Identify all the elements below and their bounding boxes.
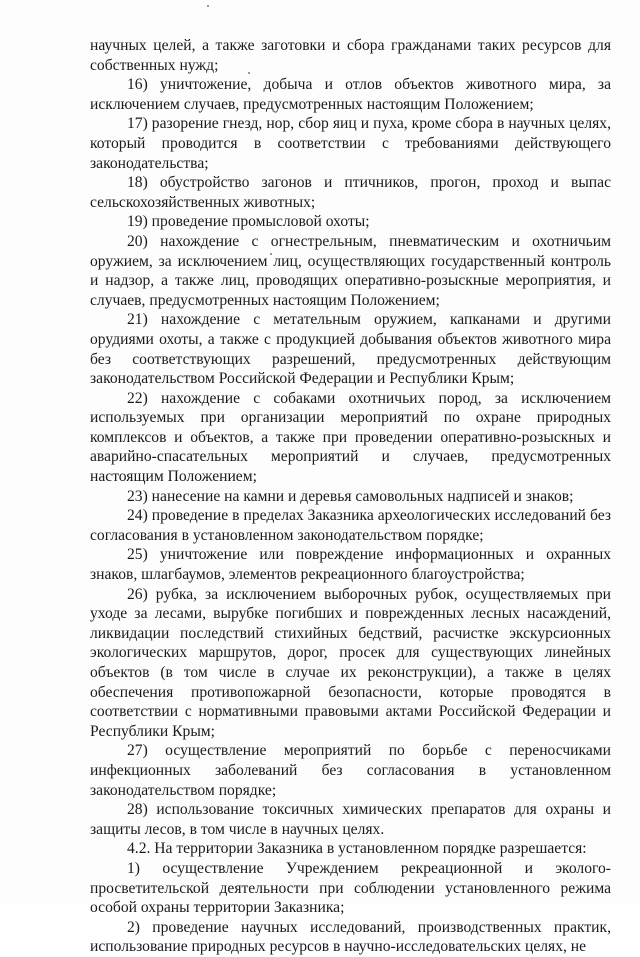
- scan-speck: [207, 5, 209, 7]
- clause-26: 26) рубка, за исключением выборочных рубок, осуществляемых при уходе за лесами, вырубке погибших и поврежденных лесных насаждений, ликвидации последствий стихийных бедствий, расчистке экскурсионных экологических маршрутов, дорог, просек для существующих линейных объектов (в том числе в случае их реконструкции), а также в целях обеспечения противопожарной безопасности, которые проводятся в соответствии с нормативными правовыми актами Российской Федерации и Республики Крым;: [90, 585, 611, 740]
- section-4-2: 4.2. На территории Заказника в установленном порядке разрешается:: [127, 840, 587, 858]
- clause-25: 25) уничтожение или повреждение информационных и охранных знаков, шлагбаумов, элементов рекреационного благоустройства;: [90, 546, 611, 584]
- clause-18: 18) обустройство загонов и птичников, прогон, проход и выпас сельскохозяйственных животных;: [90, 174, 611, 211]
- paragraph-continuation: научных целей, а также заготовки и сбора гражданами таких ресурсов для собственных нужд;: [90, 37, 611, 74]
- clause-19: 19) проведение промысловой охоты;: [127, 213, 370, 231]
- clause-22: 22) нахождение с собаками охотничьих пород, за исключением используемых при организации мероприятий по охране природных комплексов и объектов, а также при проведении оперативно-розыскных и аварийно-спасательных мероприятий и случаев, предусмотренных настоящим Положением;: [90, 389, 611, 486]
- clause-16: 16) уничтожение, добыча и отлов объектов животного мира, за исключением случаев, предусмотренных настоящим Положением;: [90, 76, 611, 113]
- clause-27: 27) осуществление мероприятий по борьбе с переносчиками инфекционных заболеваний без согласования в установленном законодательством порядке;: [90, 742, 611, 799]
- clause-23: 23) нанесение на камни и деревья самовольных надписей и знаков;: [127, 487, 574, 505]
- clause-20: 20) нахождение с огнестрельным, пневматическим и охотничьим оружием, за исключением лиц, осуществляющих государственный контроль и надзор, а также лиц, проводящих оперативно-розыскные мероприятия, и случаев, предусмотренных настоящим Положением;: [90, 232, 611, 309]
- clause-21: 21) нахождение с метательным оружием, капканами и другими орудиями охоты, а также с продукцией добывания объектов животного мира без соответствующих разрешений, предусмотренных действующим законодательством Российской Федерации и Республики Крым;: [90, 311, 611, 388]
- clause-24: 24) проведение в пределах Заказника археологических исследований без согласования в установленном законодательством порядке;: [90, 507, 611, 544]
- clause-17: 17) разорение гнезд, нор, сбор яиц и пуха, кроме сбора в научных целях, который проводится в соответствии с требованиями действующего законодательства;: [90, 115, 611, 172]
- allowed-item-2: 2) проведение научных исследований, производственных практик, использование природных ресурсов в научно-исследовательских целях, не: [90, 918, 611, 956]
- clause-28: 28) использование токсичных химических препаратов для охраны и защиты лесов, в том числе в научных целях.: [90, 801, 611, 838]
- allowed-item-1: 1) осуществление Учреждением рекреационной и эколого-просветительской деятельности при соблюдении установленного режима особой охраны территории Заказника;: [90, 859, 611, 917]
- document-body: [90, 36, 611, 957]
